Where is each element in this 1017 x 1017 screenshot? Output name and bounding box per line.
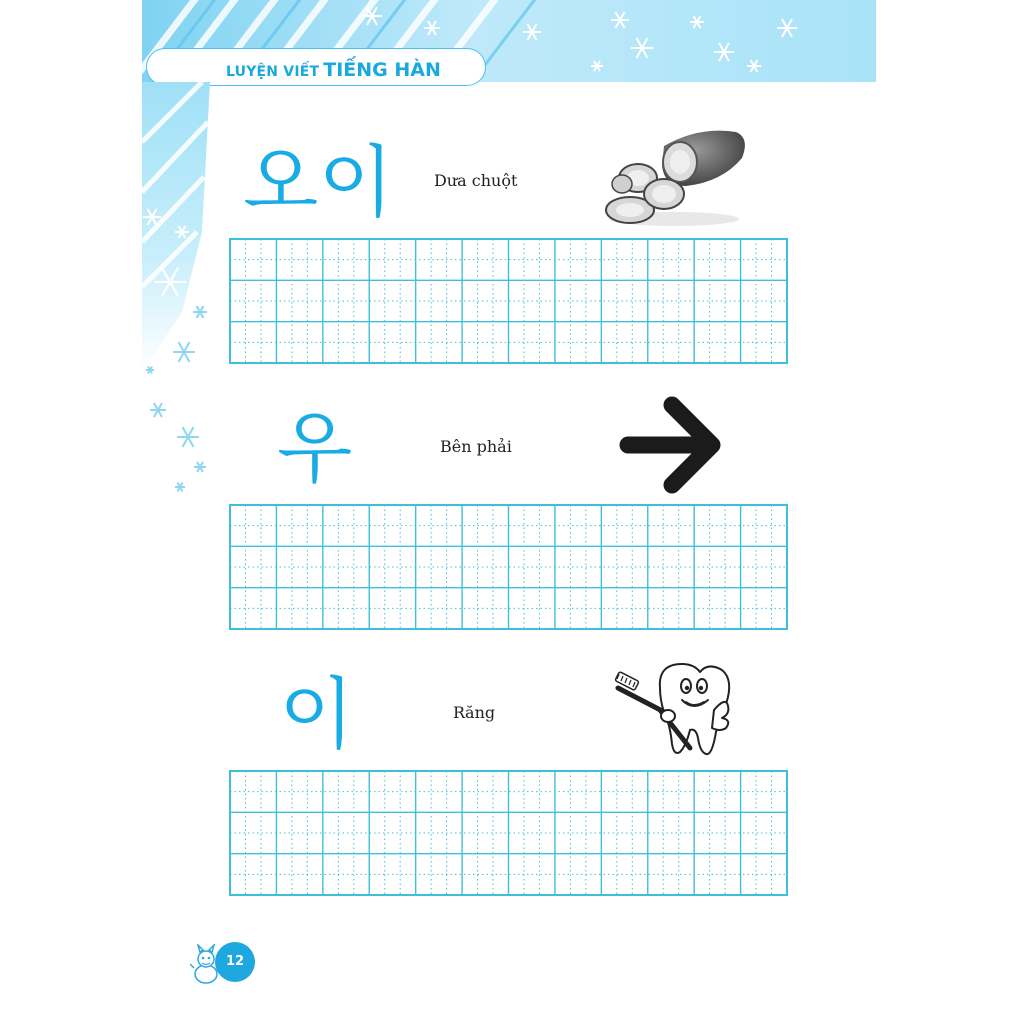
page-title-prefix: LUYỆN VIẾT <box>226 64 320 80</box>
page-title-main: TIẾNG HÀN <box>323 59 441 81</box>
writing-grid[interactable] <box>229 770 788 896</box>
korean-word: 오이 <box>243 138 394 228</box>
cucumber-image <box>604 124 746 228</box>
page-title <box>226 59 441 81</box>
right-arrow-icon <box>618 393 726 497</box>
korean-word: 이 <box>279 670 355 760</box>
page-number: 12 <box>215 942 255 982</box>
korean-word: 우 <box>277 404 353 494</box>
left-ice-decoration <box>142 82 214 502</box>
writing-grid[interactable] <box>229 238 788 364</box>
word-meaning: Bên phải <box>440 437 512 456</box>
word-meaning: Răng <box>453 703 496 722</box>
word-meaning: Dưa chuột <box>434 171 518 190</box>
tooth-cartoon-image <box>610 658 738 760</box>
writing-grid[interactable] <box>229 504 788 630</box>
